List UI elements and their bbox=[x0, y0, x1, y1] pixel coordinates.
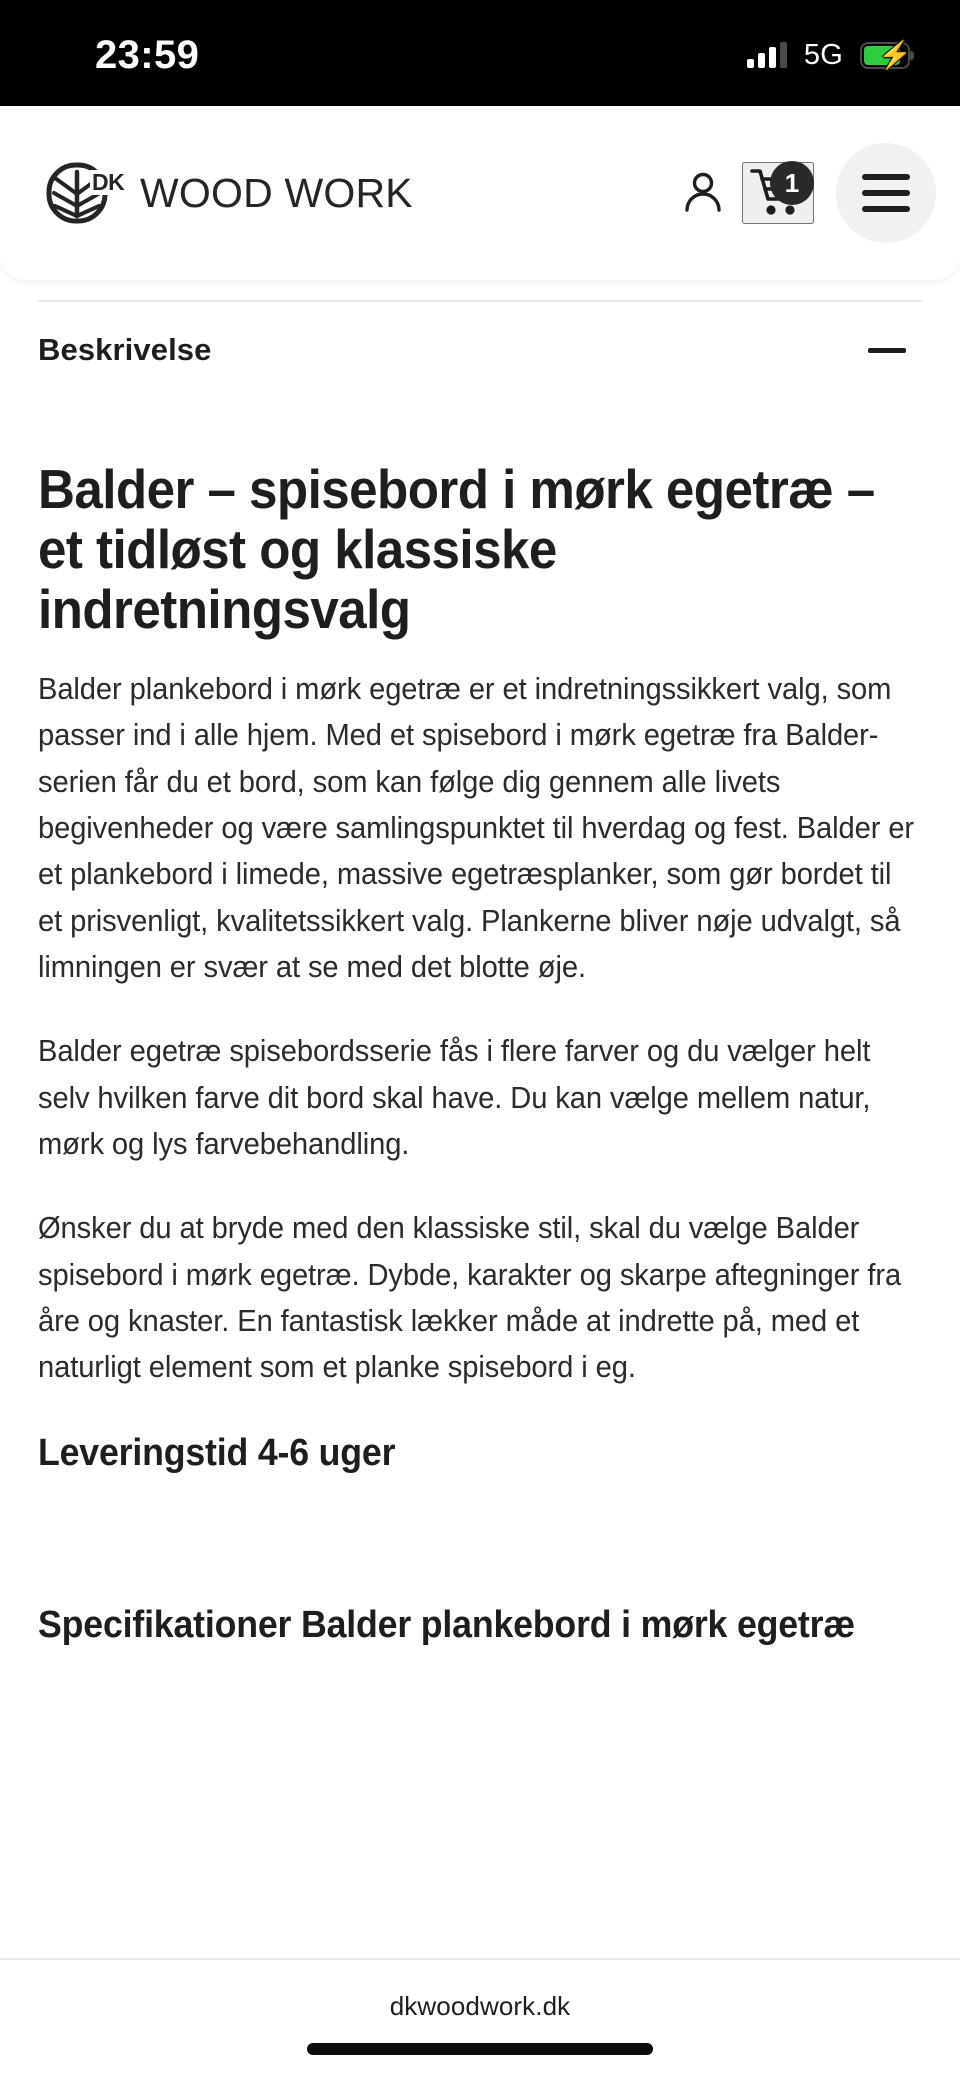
body-paragraph-1: Balder plankebord i mørk egetræ er et indretningssikkert valg, som passer ind i alle hjem. Med et spisebord i mørk egetræ fra Balder-serien får du et bord, som kan følge dig gennem alle livets begivenheder og være samlingspunktet til hverdag og fest. Balder er et plankebord i limede, massive egetræsplanker, som gør bordet til et prisvenligt, kvalitetssikkert valg. Plankerne bliver nøje udvalgt, så limningen er svær at se med det blotte øje. bbox=[38, 671, 915, 984]
site-header bbox=[0, 106, 960, 280]
logo-dk-label: DK bbox=[92, 169, 125, 195]
ios-status-bar bbox=[0, 0, 960, 106]
delivery-time-heading: Leveringstid 4-6 uger bbox=[38, 1431, 396, 1474]
browser-bottom-bar bbox=[0, 1958, 960, 2077]
specifications-heading: Specifikationer Balder plankebord i mørk egetræ bbox=[38, 1603, 855, 1646]
home-indicator[interactable] bbox=[307, 2043, 653, 2055]
leaf-logo-icon bbox=[46, 162, 125, 224]
status-bar-time: 23:59 bbox=[95, 33, 200, 77]
account-button[interactable] bbox=[672, 162, 734, 224]
body-paragraph-2: Balder egetræ spisebordsserie fås i flere farver og du vælger helt selv hvilken farve dit bord skal have. Du kan vælge mellem natur, mørk og lys farvebehandling. bbox=[38, 1034, 871, 1162]
hamburger-menu-icon[interactable] bbox=[836, 143, 936, 243]
cart-button[interactable] bbox=[742, 162, 814, 224]
network-type-label: 5G bbox=[803, 38, 843, 71]
header-actions bbox=[672, 143, 936, 243]
cart-count-badge: 1 bbox=[770, 161, 814, 205]
description-content bbox=[38, 460, 922, 1647]
battery-charging-icon: ⚡ bbox=[860, 42, 914, 69]
page-title: Balder – spisebord i mørk egetræ – et tidløst og klassiske indretningsvalg bbox=[38, 458, 875, 640]
cellular-bars-icon bbox=[747, 42, 787, 68]
minus-icon[interactable] bbox=[868, 348, 906, 353]
body-paragraph-3: Ønsker du at bryde med den klassiske stil, skal du vælge Balder spisebord i mørk egetræ. Dybde, karakter og skarpe aftegninger fra åre og knaster. En fantastisk lækker måde at indrette på, med et naturligt element som et planke spisebord i eg. bbox=[38, 1211, 902, 1385]
logo-wordmark: WOOD WORK bbox=[140, 169, 413, 216]
url-label[interactable]: dkwoodwork.dk bbox=[389, 1991, 571, 2021]
accordion-header-beskrivelse[interactable] bbox=[0, 322, 960, 378]
section-divider bbox=[38, 300, 922, 302]
person-icon bbox=[677, 166, 729, 221]
brand-logo-link[interactable] bbox=[46, 162, 413, 224]
accordion-title: Beskrivelse bbox=[38, 332, 212, 367]
status-bar-indicators bbox=[747, 39, 914, 72]
